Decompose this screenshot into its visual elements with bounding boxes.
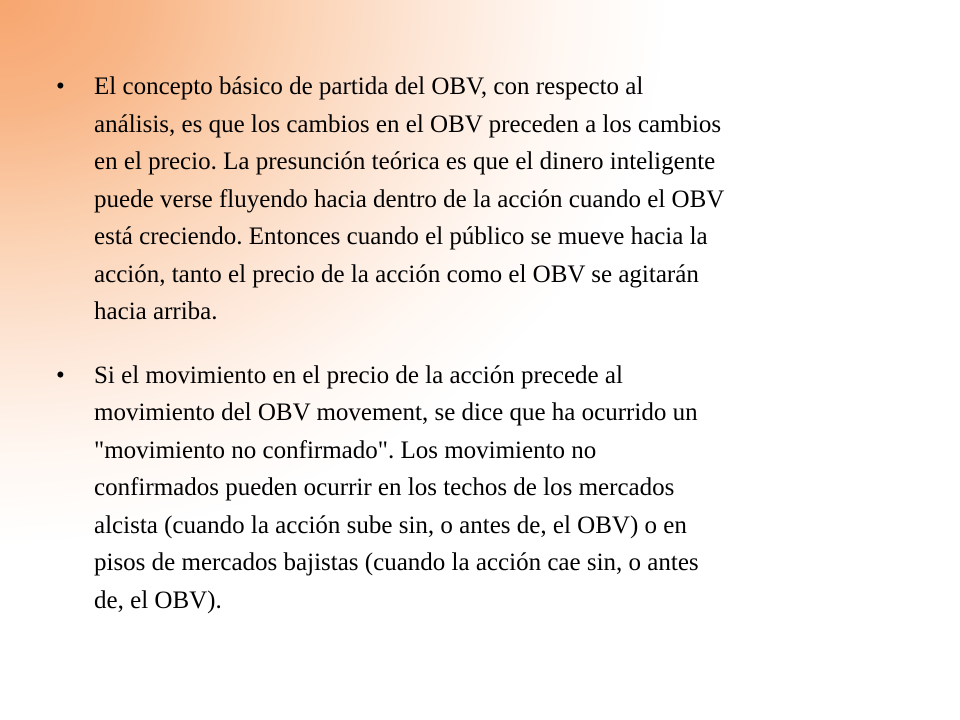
text-line: "movimiento no confirmado". Los movimiento no (94, 436, 597, 464)
bullet-text (94, 357, 916, 620)
text-line: puede verse fluyendo hacia dentro de la acción cuando el OBV (94, 185, 725, 213)
text-line: Si el movimiento en el precio de la acción precede al (94, 361, 623, 389)
bullet-text (94, 68, 916, 331)
text-line: confirmados pueden ocurrir en los techos de los mercados (94, 474, 675, 501)
bullet-item-obv-concept (56, 68, 916, 331)
text-line: pisos de mercados bajistas (cuando la acción cae sin, o antes (94, 549, 699, 576)
bullet-item-unconfirmed-movement (56, 357, 916, 620)
text-line: está creciendo. Entonces cuando el público se mueve hacia la (94, 223, 708, 250)
text-line: movimiento del OBV movement, se dice que ha ocurrido un (94, 399, 698, 426)
text-line: análisis, es que los cambios en el OBV preceden a los cambios (94, 110, 722, 138)
text-line: en el precio. La presunción teórica es que el dinero inteligente (94, 148, 716, 175)
text-line: hacia arriba. (94, 298, 218, 325)
bullet-list (56, 68, 916, 645)
bullet-marker: • (56, 73, 65, 100)
text-line: El concepto básico de partida del OBV, con respecto al (94, 73, 644, 100)
text-line: alcista (cuando la acción sube sin, o antes de, el OBV) o en (94, 511, 687, 539)
text-line: acción, tanto el precio de la acción como el OBV se agitarán (94, 260, 699, 288)
bullet-marker: • (56, 361, 65, 389)
text-line: de, el OBV). (94, 586, 222, 614)
